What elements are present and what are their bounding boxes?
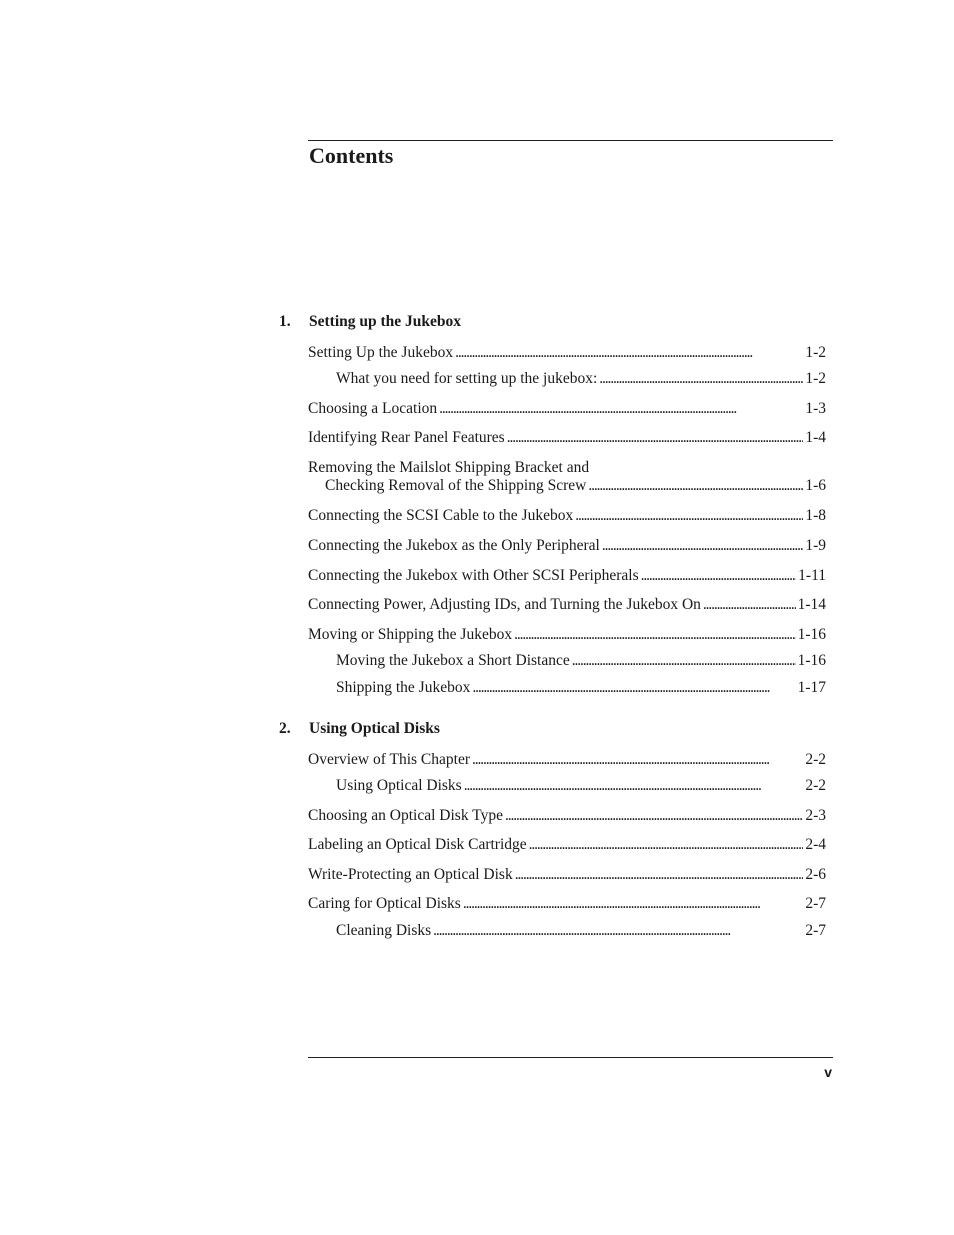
toc-page-number: 2-3 — [805, 807, 826, 824]
dot-leader — [599, 370, 803, 388]
toc-entry[interactable] — [308, 866, 826, 884]
toc-subentry[interactable] — [336, 370, 826, 388]
toc-page-number: 1-3 — [805, 400, 826, 417]
toc-entry[interactable] — [308, 836, 826, 854]
toc-entry-label: Moving or Shipping the Jukebox — [308, 626, 513, 643]
toc-entry-label: Connecting the Jukebox as the Only Peripheral — [308, 537, 600, 554]
toc-entry-label: Write-Protecting an Optical Disk — [308, 866, 513, 883]
toc-page-number: 2-7 — [805, 895, 826, 912]
toc-entry[interactable] — [308, 344, 826, 362]
toc-entry-label: Caring for Optical Disks — [308, 895, 461, 912]
dot-leader — [463, 895, 804, 913]
dot-leader — [507, 429, 804, 447]
toc-entry[interactable] — [308, 459, 826, 495]
toc-subentry[interactable] — [336, 777, 826, 795]
dot-leader — [588, 477, 803, 495]
dot-leader — [515, 866, 804, 884]
dot-leader — [514, 626, 795, 644]
dot-leader — [464, 777, 804, 795]
header-rule — [308, 140, 833, 141]
page-title: Contents — [309, 143, 394, 168]
chapter-title: Using Optical Disks — [309, 720, 440, 737]
toc-page-number: 1-16 — [797, 652, 826, 669]
toc-entry[interactable] — [308, 596, 826, 614]
toc-page-number: 1-9 — [805, 537, 826, 554]
toc-entry-label: Moving the Jukebox a Short Distance — [336, 652, 570, 669]
toc-page-number: 1-2 — [805, 370, 826, 387]
toc-page-number: 1-16 — [797, 626, 826, 643]
toc-page-number: 1-17 — [797, 679, 826, 696]
dot-leader — [703, 596, 796, 614]
toc-page-number: 1-2 — [805, 344, 826, 361]
dot-leader — [572, 652, 796, 670]
dot-leader — [455, 344, 803, 362]
toc-entry-label: Choosing a Location — [308, 400, 438, 417]
toc-entry[interactable] — [308, 400, 826, 418]
toc-entry-label: Checking Removal of the Shipping Screw — [325, 477, 587, 494]
page-number: v — [824, 1064, 832, 1080]
chapter-title: Setting up the Jukebox — [309, 313, 462, 330]
dot-leader — [439, 400, 803, 418]
toc-subentry[interactable] — [336, 922, 826, 940]
chapter-number: 2. — [279, 720, 291, 737]
toc-entry[interactable] — [308, 751, 826, 769]
toc-entry[interactable] — [308, 567, 826, 585]
chapter-number: 1. — [279, 313, 291, 330]
dot-leader — [602, 537, 803, 555]
toc-entry-label: What you need for setting up the jukebox: — [336, 370, 598, 387]
toc-entry-label: Choosing an Optical Disk Type — [308, 807, 503, 824]
toc-page-number: 1-6 — [805, 477, 826, 494]
toc-entry[interactable] — [308, 895, 826, 913]
chapter-1-heading[interactable] — [279, 313, 461, 331]
toc-entry-label: Connecting the SCSI Cable to the Jukebox — [308, 507, 574, 524]
toc-entry-label: Shipping the Jukebox — [336, 679, 471, 696]
toc-entry-label-line1: Removing the Mailslot Shipping Bracket and — [308, 459, 590, 476]
toc-entry[interactable] — [308, 537, 826, 555]
toc-entry[interactable] — [308, 626, 826, 644]
toc-page-number: 2-2 — [805, 751, 826, 768]
toc-entry-label: Identifying Rear Panel Features — [308, 429, 505, 446]
footer-rule — [308, 1057, 833, 1058]
chapter-2-heading[interactable] — [279, 720, 440, 738]
toc-subentry[interactable] — [336, 679, 826, 697]
toc-subentry[interactable] — [336, 652, 826, 670]
dot-leader — [433, 922, 803, 940]
toc-entry[interactable] — [308, 807, 826, 825]
toc-entry-label: Using Optical Disks — [336, 777, 462, 794]
toc-entry-label: Connecting the Jukebox with Other SCSI Peripherals — [308, 567, 639, 584]
toc-page-number: 1-8 — [805, 507, 826, 524]
toc-page-number: 2-2 — [805, 777, 826, 794]
toc-page-number: 1-14 — [797, 596, 826, 613]
toc-entry-label: Cleaning Disks — [336, 922, 432, 939]
dot-leader — [641, 567, 797, 585]
dot-leader — [472, 679, 795, 697]
toc-page-number: 2-4 — [805, 836, 826, 853]
dot-leader — [575, 507, 803, 525]
toc-entry[interactable] — [308, 429, 826, 447]
toc-entry[interactable] — [308, 507, 826, 525]
dot-leader — [505, 807, 803, 825]
toc-page-number: 1-4 — [805, 429, 826, 446]
dot-leader — [472, 751, 803, 769]
toc-entry-label: Connecting Power, Adjusting IDs, and Turning the Jukebox On — [308, 596, 701, 613]
toc-page-number: 2-7 — [805, 922, 826, 939]
dot-leader — [529, 836, 804, 854]
toc-entry-label: Setting Up the Jukebox — [308, 344, 454, 361]
toc-page-number: 1-11 — [798, 567, 826, 584]
toc-entry-label: Labeling an Optical Disk Cartridge — [308, 836, 527, 853]
toc-entry-label: Overview of This Chapter — [308, 751, 470, 768]
toc-page-number: 2-6 — [805, 866, 826, 883]
